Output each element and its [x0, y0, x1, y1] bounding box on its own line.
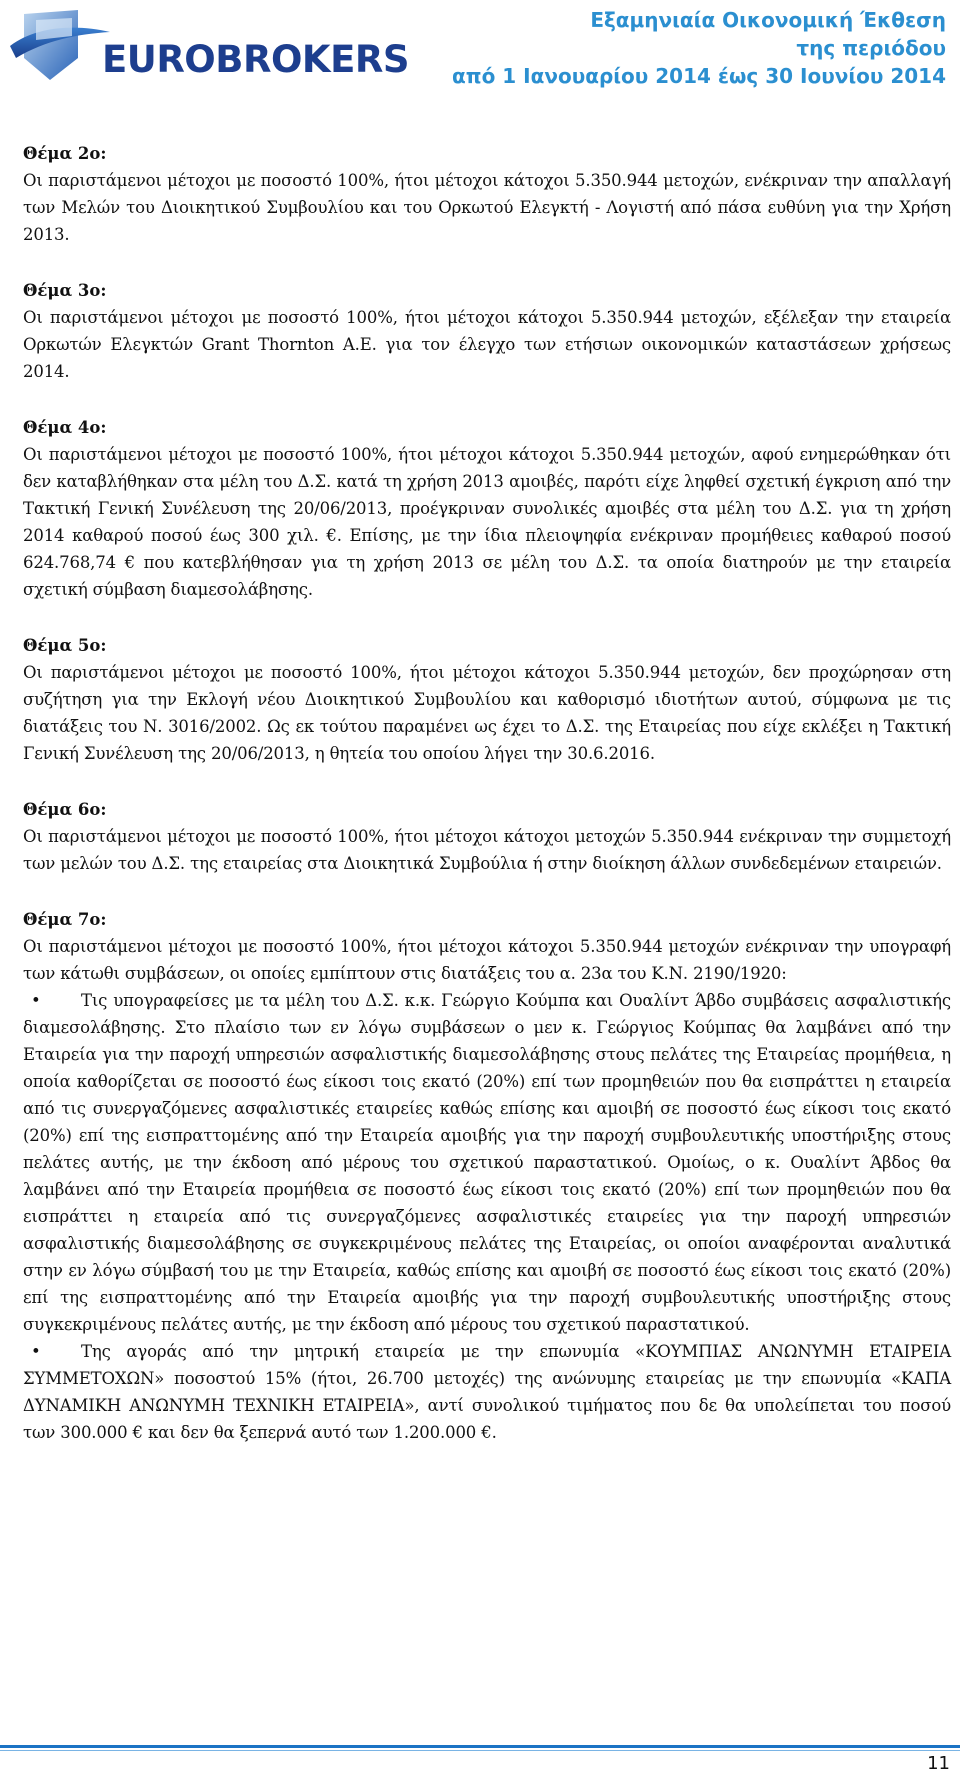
section-item-6 — [23, 796, 951, 877]
page-header — [0, 0, 960, 100]
section-title: Θέμα 5ο: — [23, 636, 107, 655]
section-item-4 — [23, 414, 951, 603]
bullet-text: Της αγοράς από την μητρική εταιρεία με την επωνυμία «ΚΟΥΜΠΙΑΣ ΑΝΩΝΥΜΗ ΕΤΑΙΡΕΙΑ ΣΥΜΜΕΤΟΧΩΝ» ποσοστού 15% (ήτοι, 26.700 μετοχές) της ανώνυμης εταιρείας με την επωνυμία «ΚΑΠΑ ΔΥΝΑΜΙΚΗ ΑΝΩΝΥΜΗ ΤΕΧΝΙΚΗ ΕΤΑΙΡΕΙΑ», αντί συνολικού τιμήματος που δε θα υπολείπεται του ποσού των 300.000 € και δεν θα ξεπερνά αυτό των 1.200.000 €. — [23, 1342, 951, 1442]
bullet-icon: • — [31, 991, 41, 1010]
section-title: Θέμα 6ο: — [23, 800, 107, 819]
page-number: 11 — [927, 1753, 950, 1774]
section-title: Θέμα 2ο: — [23, 144, 107, 163]
footer-divider-thin — [0, 1750, 960, 1751]
section-title: Θέμα 7ο: — [23, 910, 107, 929]
bullet-item — [23, 1338, 951, 1446]
section-paragraph: Οι παριστάμενοι μέτοχοι με ποσοστό 100%, ήτοι μέτοχοι κάτοχοι 5.350.944 μετοχών, ενέκριναν την απαλλαγή των Μελών του Διοικητικού Συμβουλίου και του Ορκωτού Ελεγκτή - Λογιστή από πάσα ευθύνη για την Χρήση 2013. — [23, 171, 951, 244]
eurobrokers-logo — [6, 6, 409, 86]
footer-divider — [0, 1745, 960, 1748]
logo-emblem-icon — [6, 6, 116, 86]
report-title-line-1: Εξαμηνιαία Οικονομική Έκθεση — [590, 8, 946, 32]
logo-wordmark: EUROBROKERS — [102, 38, 409, 81]
section-item-2 — [23, 140, 951, 248]
section-paragraph: Οι παριστάμενοι μέτοχοι με ποσοστό 100%, ήτοι μέτοχοι κάτοχοι 5.350.944 μετοχών, δεν προχώρησαν στη συζήτηση για την Εκλογή νέου Διοικητικού Συμβουλίου και καθορισμό ιδιοτήτων αυτού, σύμφωνα με τις διατάξεις του Ν. 3016/2002. Ως εκ τούτου παραμένει ως έχει το Δ.Σ. της Εταιρείας που είχε εκλέξει η Τακτική Γενική Συνέλευση της 20/06/2013, η θητεία του οποίου λήγει την 30.6.2016. — [23, 663, 951, 763]
section-item-7 — [23, 906, 951, 1446]
report-title-line-2: της περιόδου — [796, 36, 946, 60]
section-title: Θέμα 4ο: — [23, 418, 107, 437]
section-item-5 — [23, 632, 951, 767]
bullet-item — [23, 987, 951, 1338]
document-body — [23, 140, 951, 1475]
report-title-line-3: από 1 Ιανουαρίου 2014 έως 30 Ιουνίου 2014 — [452, 64, 946, 88]
bullet-text: Τις υπογραφείσες με τα μέλη του Δ.Σ. κ.κ. Γεώργιο Κούμπα και Ουαλίντ Άβδο συμβάσεις ασφαλιστικής διαμεσολάβησης. Στο πλαίσιο των εν λόγω συμβάσεων ο μεν κ. Γεώργιος Κούμπας θα λαμβάνει από την Εταιρεία για την παροχή υπηρεσιών ασφαλιστικής διαμεσολάβησης στους πελάτες της Εταιρείας προμήθεια, η οποία καθορίζεται σε ποσοστό έως είκοσι τοις εκατό (20%) επί των προμηθειών που θα εισπράττει η εταιρεία από τις συνεργαζόμενες ασφαλιστικές εταιρείες καθώς επίσης και αμοιβή σε ποσοστό έως είκοσι τοις εκατό (20%) επί της εισπραττομένης από την Εταιρεία αμοιβής για την παροχή συμβουλευτικής υποστήριξης στους πελάτες αυτής, με την έκδοση από μέρους του σχετικού παραστατικού. Ομοίως, ο κ. Ουαλίντ Άβδος θα λαμβάνει από την Εταιρεία προμήθεια σε ποσοστό έως είκοσι τοις εκατό (20%) επί των προμηθειών που θα εισπράττει η εταιρεία από τις συνεργαζόμενες ασφαλιστικές εταιρείες για την παροχή υπηρεσιών ασφαλιστικής διαμεσολάβησης σε συγκεκριμένους πελάτες της Εταιρείας, οι οποίοι αναφέρονται αναλυτικά στην εν λόγω σύμβασή του με την Εταιρεία, καθώς επίσης και αμοιβή σε ποσοστό έως είκοσι τοις εκατό (20%) επί της εισπραττομένης από την Εταιρεία αμοιβής για την παροχή συμβουλευτικής υποστήριξης στους συγκεκριμένους πελάτες αυτής, με την έκδοση από μέρους του σχετικού παραστατικού. — [23, 991, 951, 1334]
section-title: Θέμα 3ο: — [23, 281, 107, 300]
section-paragraph: Οι παριστάμενοι μέτοχοι με ποσοστό 100%, ήτοι μέτοχοι κάτοχοι μετοχών 5.350.944 ενέκριναν την συμμετοχή των μελών του Δ.Σ. της εταιρείας στα Διοικητικά Συμβούλια ή στην διοίκηση άλλων συνδεδεμένων εταιρειών. — [23, 827, 951, 873]
section-paragraph: Οι παριστάμενοι μέτοχοι με ποσοστό 100%, ήτοι μέτοχοι κάτοχοι 5.350.944 μετοχών ενέκριναν την υπογραφή των κάτωθι συμβάσεων, οι οποίες εμπίπτουν στις διατάξεις του α. 23α του Κ.Ν. 2190/1920: — [23, 937, 951, 983]
bullet-icon: • — [31, 1342, 41, 1361]
section-item-3 — [23, 277, 951, 385]
section-paragraph: Οι παριστάμενοι μέτοχοι με ποσοστό 100%, ήτοι μέτοχοι κάτοχοι 5.350.944 μετοχών, αφού ενημερώθηκαν ότι δεν καταβλήθηκαν στα μέλη του Δ.Σ. κατά τη χρήση 2013 αμοιβές, παρότι είχε ληφθεί σχετική έγκριση από την Τακτική Γενική Συνέλευση της 20/06/2013, προέγκριναν συνολικές αμοιβές στα μέλη του Δ.Σ. για τη χρήση 2014 καθαρού ποσού έως 300 χιλ. €. Επίσης, με την ίδια πλειοψηφία ενέκριναν προμήθειες καθαρού ποσού 624.768,74 € που κατεβλήθησαν για τη χρήση 2013 σε μέλη του Δ.Σ. τα οποία διατηρούν με την εταιρεία σχετική σύμβαση διαμεσολάβησης. — [23, 445, 951, 599]
report-title — [452, 6, 946, 90]
section-paragraph: Οι παριστάμενοι μέτοχοι με ποσοστό 100%, ήτοι μέτοχοι κάτοχοι 5.350.944 μετοχών, εξέλεξαν την εταιρεία Ορκωτών Ελεγκτών Grant Thornton Α.Ε. για τον έλεγχο των ετήσιων οικονομικών καταστάσεων χρήσεως 2014. — [23, 308, 951, 381]
